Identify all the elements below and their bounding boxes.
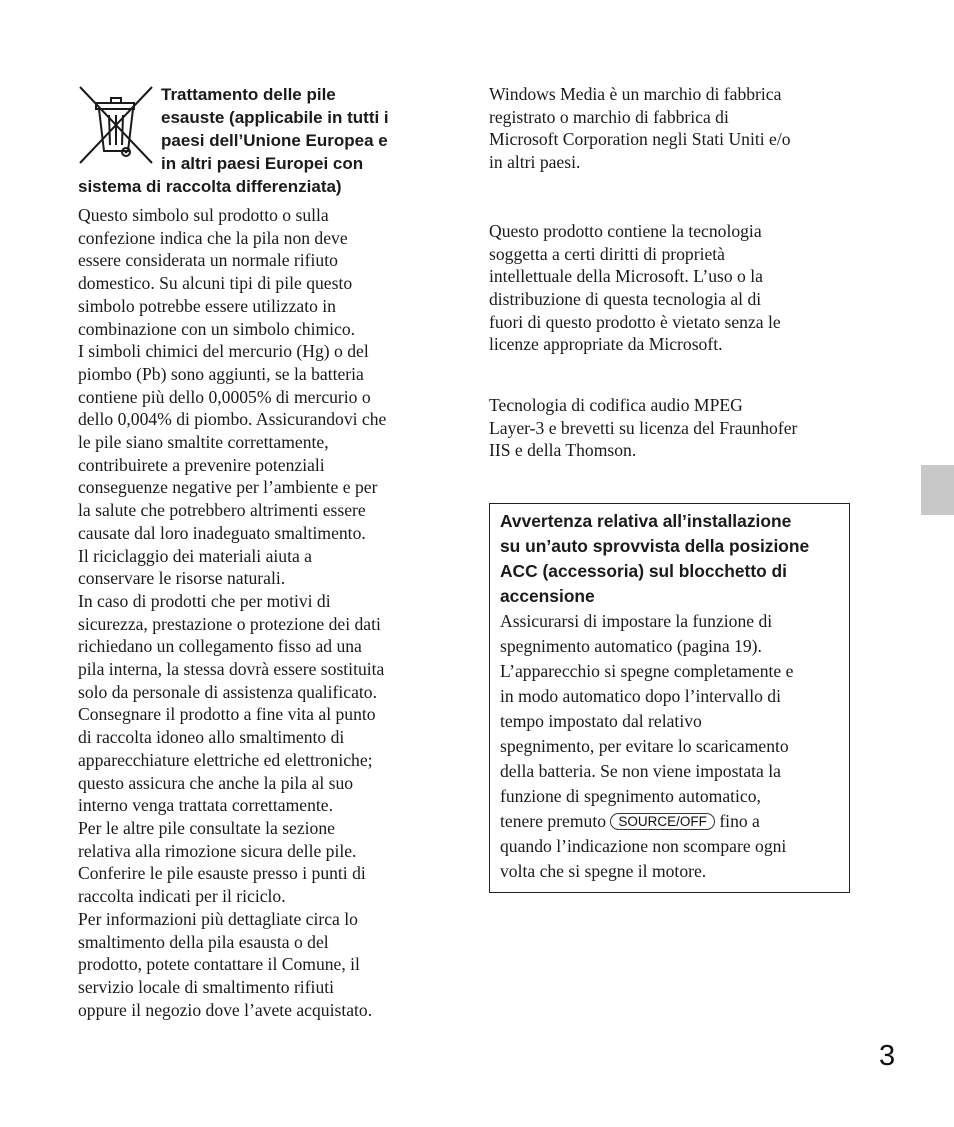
text-line: quando l’indicazione non scompare ogni: [500, 836, 787, 856]
text-line: Layer-3 e brevetti su licenza del Fraunhofer: [489, 417, 798, 438]
body-line: le pile siano smaltite correttamente,: [78, 432, 329, 453]
body-line: interno venga trattata correttamente.: [78, 795, 333, 816]
mpeg-notice: [489, 394, 849, 462]
body-line: servizio locale di smaltimento rifiuti: [78, 976, 335, 997]
text-line: fuori di questo prodotto è vietato senza le: [489, 311, 781, 332]
acc-warning-box: [489, 503, 850, 893]
source-off-key-label: SOURCE/OFF: [610, 813, 715, 830]
body-line: Per informazioni più dettagliate circa lo: [78, 908, 358, 929]
body-line: Per le altre pile consultate la sezione: [78, 817, 335, 838]
warning-title: [500, 509, 839, 609]
body-line: In caso di prodotti che per motivi di: [78, 590, 331, 611]
body-line: I simboli chimici del mercurio (Hg) o del: [78, 341, 369, 362]
body-line: conservare le risorse naturali.: [78, 568, 286, 589]
battery-section-body: [78, 204, 438, 1021]
body-line: la salute che potrebbero altrimenti essere: [78, 500, 366, 521]
heading-line: paesi dell’Unione Europea e: [161, 131, 388, 150]
text-line: della batteria. Se non viene impostata la: [500, 761, 781, 781]
text-line: distribuzione di questa tecnologia al di: [489, 288, 762, 309]
warning-key-line: [500, 809, 839, 834]
text-line: licenze appropriate da Microsoft.: [489, 334, 723, 355]
body-line: apparecchiature elettriche ed elettroniche;: [78, 749, 373, 770]
heading-line: in altri paesi Europei con: [161, 154, 364, 173]
body-line: piombo (Pb) sono aggiunti, se la batteria: [78, 363, 364, 384]
body-line: contribuirete a prevenire potenziali: [78, 454, 325, 475]
body-line: causate dal loro inadeguato smaltimento.: [78, 522, 366, 543]
text-line: L’apparecchio si spegne completamente e: [500, 661, 794, 681]
text-line: funzione di spegnimento automatico,: [500, 786, 761, 806]
body-line: questo assicura che anche la pila al suo: [78, 772, 354, 793]
section-thumb-tab: [921, 465, 954, 515]
body-line: oppure il negozio dove l’avete acquistato.: [78, 999, 373, 1020]
body-line: Questo simbolo sul prodotto o sulla: [78, 205, 329, 225]
text-line: registrato o marchio di fabbrica di: [489, 106, 729, 127]
text-line: spegnimento, per evitare lo scaricamento: [500, 736, 789, 756]
body-line: Conferire le pile esauste presso i punti di: [78, 863, 366, 884]
windows-media-notice: [489, 83, 849, 174]
body-line: sicurezza, prestazione o protezione dei dati: [78, 613, 381, 634]
battery-disposal-section: [78, 83, 438, 1021]
text-line: Avvertenza relativa all’installazione: [500, 511, 792, 531]
text-line: in altri paesi.: [489, 152, 581, 173]
text-line: Questo prodotto contiene la tecnologia: [489, 220, 762, 241]
page-number: 3: [879, 1040, 896, 1072]
text-line: IIS e della Thomson.: [489, 440, 637, 461]
body-line: domestico. Su alcuni tipi di pile questo: [78, 273, 353, 294]
key-line-prefix: tenere premuto: [500, 811, 611, 831]
body-line: pila interna, la stessa dovrà essere sostituita: [78, 659, 385, 680]
body-line: di raccolta idoneo allo smaltimento di: [78, 727, 345, 748]
text-line: Assicurarsi di impostare la funzione di: [500, 611, 773, 631]
text-line: in modo automatico dopo l’intervallo di: [500, 686, 781, 706]
warning-body-lines: [500, 834, 839, 884]
body-line: contiene più dello 0,0005% di mercurio o: [78, 386, 371, 407]
text-line: Windows Media è un marchio di fabbrica: [489, 84, 782, 104]
warning-body-lines: [500, 609, 839, 809]
heading-line: esauste (applicabile in tutti i: [161, 108, 389, 127]
body-line: conseguenze negative per l’ambiente e per: [78, 477, 378, 498]
text-line: soggetta a certi diritti di proprietà: [489, 243, 725, 264]
text-line: ACC (accessoria) sul blocchetto di: [500, 561, 788, 581]
warning-body: [500, 609, 839, 884]
heading-line: sistema di raccolta differenziata): [78, 177, 342, 196]
text-line: tempo impostato dal relativo: [500, 711, 702, 731]
body-line: smaltimento della pila esausta o del: [78, 931, 329, 952]
text-line: Tecnologia di codifica audio MPEG: [489, 395, 743, 416]
body-line: relativa alla rimozione sicura delle pile.: [78, 840, 357, 861]
text-line: spegnimento automatico (pagina 19).: [500, 636, 762, 656]
heading-line: Trattamento delle pile: [161, 85, 336, 104]
text-line: Microsoft Corporation negli Stati Uniti e/o: [489, 129, 791, 150]
body-line: essere considerata un normale rifiuto: [78, 250, 338, 271]
text-line: su un’auto sprovvista della posizione: [500, 536, 810, 556]
body-line: combinazione con un simbolo chimico.: [78, 318, 356, 339]
body-line: richiedano un collegamento fisso ad una: [78, 636, 362, 657]
battery-section-heading: [78, 83, 438, 198]
body-line: simbolo potrebbe essere utilizzato in: [78, 295, 336, 316]
body-line: Consegnare il prodotto a fine vita al punto: [78, 704, 376, 725]
text-line: intellettuale della Microsoft. L’uso o la: [489, 266, 763, 287]
microsoft-technology-notice: [489, 220, 849, 356]
text-line: accensione: [500, 586, 595, 606]
key-line-suffix: fino a: [714, 811, 760, 831]
text-line: volta che si spegne il motore.: [500, 861, 707, 881]
body-line: confezione indica che la pila non deve: [78, 227, 348, 248]
body-line: solo da personale di assistenza qualificato.: [78, 681, 377, 702]
body-line: raccolta indicati per il riciclo.: [78, 886, 286, 907]
body-line: prodotto, potete contattare il Comune, il: [78, 954, 360, 975]
body-line: Il riciclaggio dei materiali aiuta a: [78, 545, 312, 566]
trademark-notices: [489, 83, 849, 462]
body-line: dello 0,004% di piombo. Assicurandovi che: [78, 409, 387, 430]
